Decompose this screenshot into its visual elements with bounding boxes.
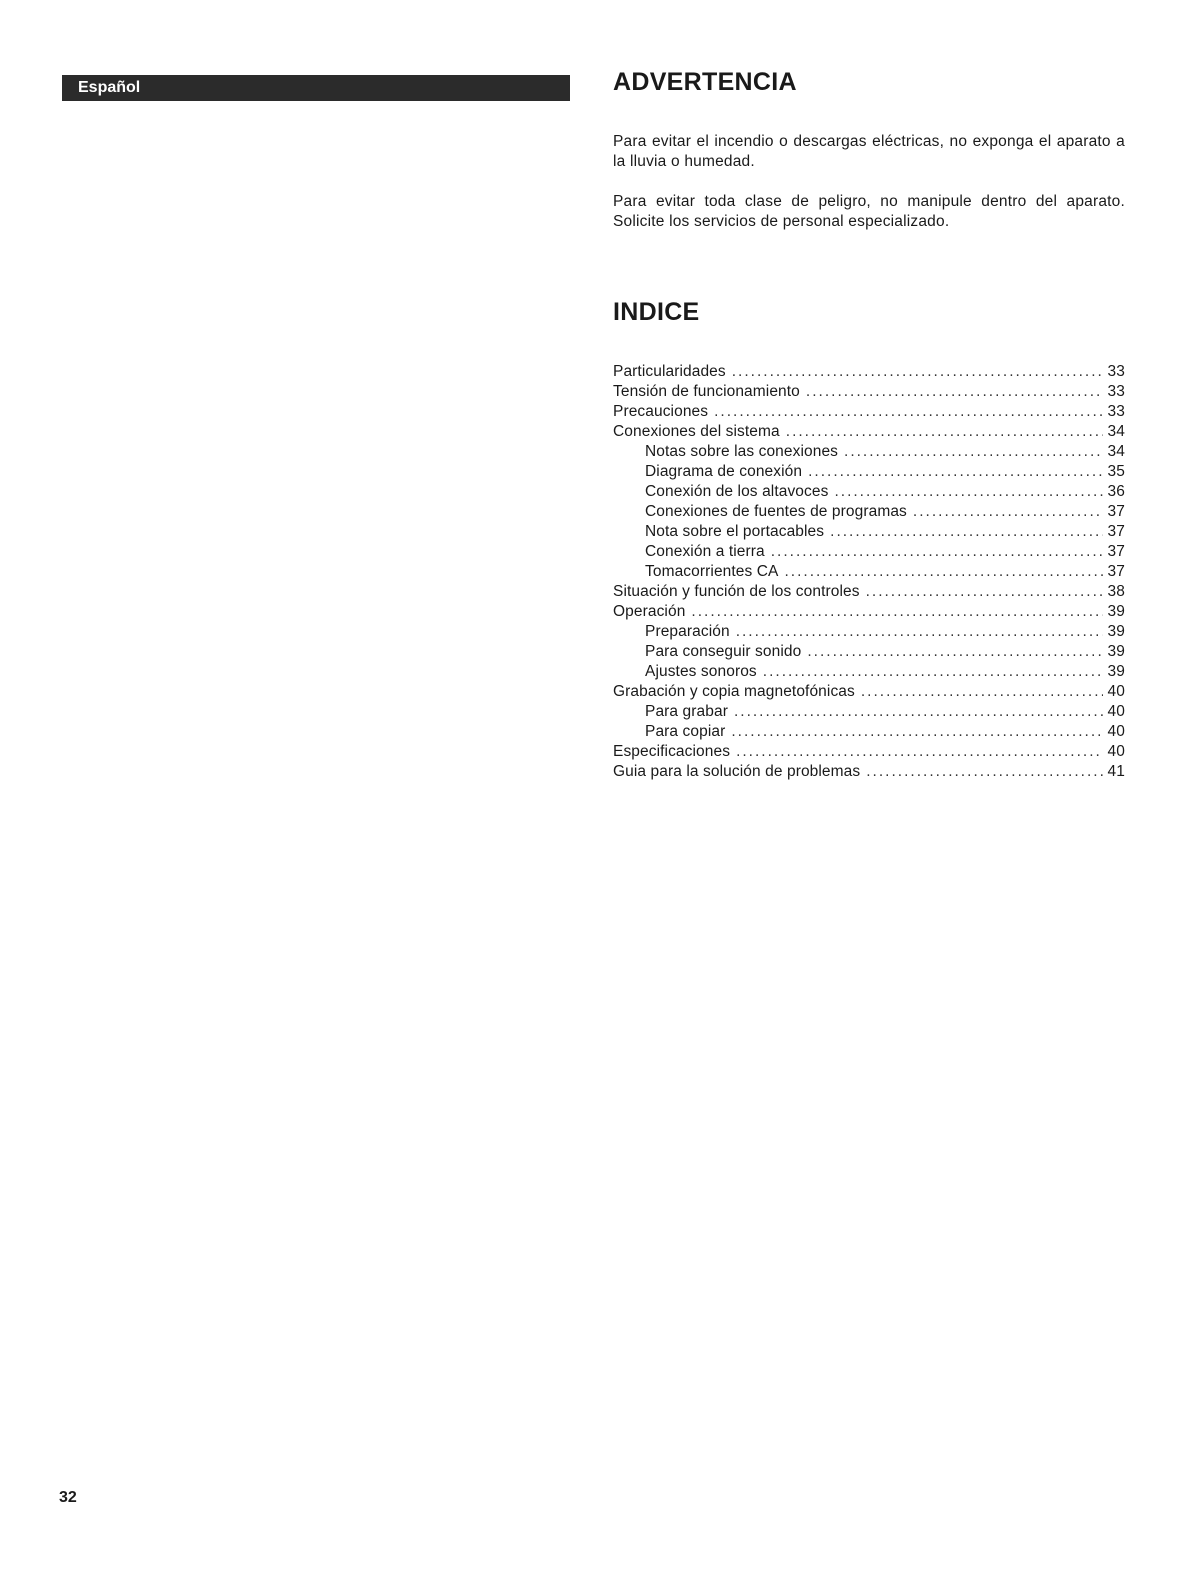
toc-leader-dots [830, 522, 1103, 542]
toc-entry [613, 382, 1125, 402]
toc-leader-dots [771, 542, 1103, 562]
toc-entry-title: Nota sobre el portacables [645, 523, 825, 540]
toc-leader-dots [691, 602, 1103, 622]
toc-entry [613, 442, 1125, 462]
toc-leader-dots [861, 682, 1103, 702]
toc-entry-page: 33 [1107, 403, 1125, 420]
toc-entry-title: Para copiar [645, 723, 726, 740]
toc-entry [613, 702, 1125, 722]
toc-entry-page: 41 [1107, 763, 1125, 780]
toc-entry-page: 40 [1107, 743, 1125, 760]
toc-entry-title: Ajustes sonoros [645, 663, 757, 680]
toc-entry [613, 682, 1125, 702]
toc-entry [613, 742, 1125, 762]
page-number: 32 [59, 1489, 77, 1506]
toc-entry-title: Para grabar [645, 703, 728, 720]
toc-leader-dots [736, 622, 1103, 642]
toc-entry-title: Conexiones del sistema [613, 423, 780, 440]
toc-entry [613, 602, 1125, 622]
toc-entry-page: 37 [1107, 563, 1125, 580]
toc-leader-dots [785, 562, 1104, 582]
language-tab: Español [62, 75, 570, 101]
toc-entry-page: 39 [1107, 663, 1125, 680]
toc-entry-page: 35 [1107, 463, 1125, 480]
toc-entry-page: 33 [1107, 383, 1125, 400]
toc-entry-title: Preparación [645, 623, 730, 640]
toc-entry [613, 582, 1125, 602]
toc-entry [613, 402, 1125, 422]
toc-entry-page: 37 [1107, 543, 1125, 560]
toc-leader-dots [808, 462, 1103, 482]
toc-entry [613, 722, 1125, 742]
toc-entry-page: 39 [1107, 603, 1125, 620]
toc-entry [613, 422, 1125, 442]
toc-entry-page: 39 [1107, 643, 1125, 660]
warning-paragraph-1: Para evitar el incendio o descargas eléctricas, no exponga el aparato a la lluvia o humedad. [613, 133, 1125, 170]
toc-entry-page: 38 [1107, 583, 1125, 600]
index-heading: INDICE [613, 298, 700, 326]
toc-entry-page: 33 [1107, 363, 1125, 380]
toc-leader-dots [736, 742, 1103, 762]
toc-entry-page: 34 [1107, 423, 1125, 440]
toc-entry-title: Diagrama de conexión [645, 463, 803, 480]
toc-entry-title: Conexión a tierra [645, 543, 765, 560]
toc-leader-dots [844, 442, 1103, 462]
table-of-contents [613, 362, 1125, 782]
toc-leader-dots [866, 762, 1103, 782]
toc-entry-title: Particularidades [613, 363, 726, 380]
toc-entry-page: 40 [1107, 703, 1125, 720]
toc-entry-title: Tensión de funcionamiento [613, 383, 800, 400]
toc-entry-title: Situación y función de los controles [613, 583, 860, 600]
toc-entry [613, 502, 1125, 522]
toc-leader-dots [806, 382, 1103, 402]
toc-entry-page: 37 [1107, 523, 1125, 540]
warning-heading: ADVERTENCIA [613, 68, 797, 96]
toc-entry [613, 482, 1125, 502]
toc-leader-dots [731, 722, 1103, 742]
toc-entry-title: Conexión de los altavoces [645, 483, 829, 500]
toc-leader-dots [714, 402, 1103, 422]
warning-paragraph-2: Para evitar toda clase de peligro, no manipule dentro del aparato. Solicite los servicios de personal especializado. [613, 193, 1125, 230]
toc-entry [613, 642, 1125, 662]
toc-entry-page: 37 [1107, 503, 1125, 520]
toc-leader-dots [834, 482, 1103, 502]
toc-entry [613, 562, 1125, 582]
toc-entry-page: 34 [1107, 443, 1125, 460]
toc-entry-title: Notas sobre las conexiones [645, 443, 839, 460]
toc-leader-dots [732, 362, 1103, 382]
toc-entry [613, 662, 1125, 682]
toc-entry [613, 522, 1125, 542]
toc-entry-title: Especificaciones [613, 743, 731, 760]
toc-entry-title: Precauciones [613, 403, 709, 420]
toc-entry-page: 36 [1107, 483, 1125, 500]
toc-leader-dots [786, 422, 1103, 442]
toc-entry-title: Conexiones de fuentes de programas [645, 503, 907, 520]
toc-entry [613, 762, 1125, 782]
toc-entry [613, 622, 1125, 642]
toc-leader-dots [913, 502, 1103, 522]
toc-entry-title: Guia para la solución de problemas [613, 763, 861, 780]
toc-entry-page: 40 [1107, 683, 1125, 700]
toc-entry-title: Tomacorrientes CA [645, 563, 779, 580]
toc-entry-title: Grabación y copia magnetofónicas [613, 683, 855, 700]
toc-leader-dots [763, 662, 1103, 682]
toc-entry [613, 462, 1125, 482]
toc-entry [613, 542, 1125, 562]
toc-entry-title: Operación [613, 603, 686, 620]
toc-entry-title: Para conseguir sonido [645, 643, 802, 660]
toc-entry-page: 39 [1107, 623, 1125, 640]
toc-entry-page: 40 [1107, 723, 1125, 740]
toc-leader-dots [807, 642, 1103, 662]
toc-entry [613, 362, 1125, 382]
toc-leader-dots [734, 702, 1103, 722]
toc-leader-dots [866, 582, 1103, 602]
